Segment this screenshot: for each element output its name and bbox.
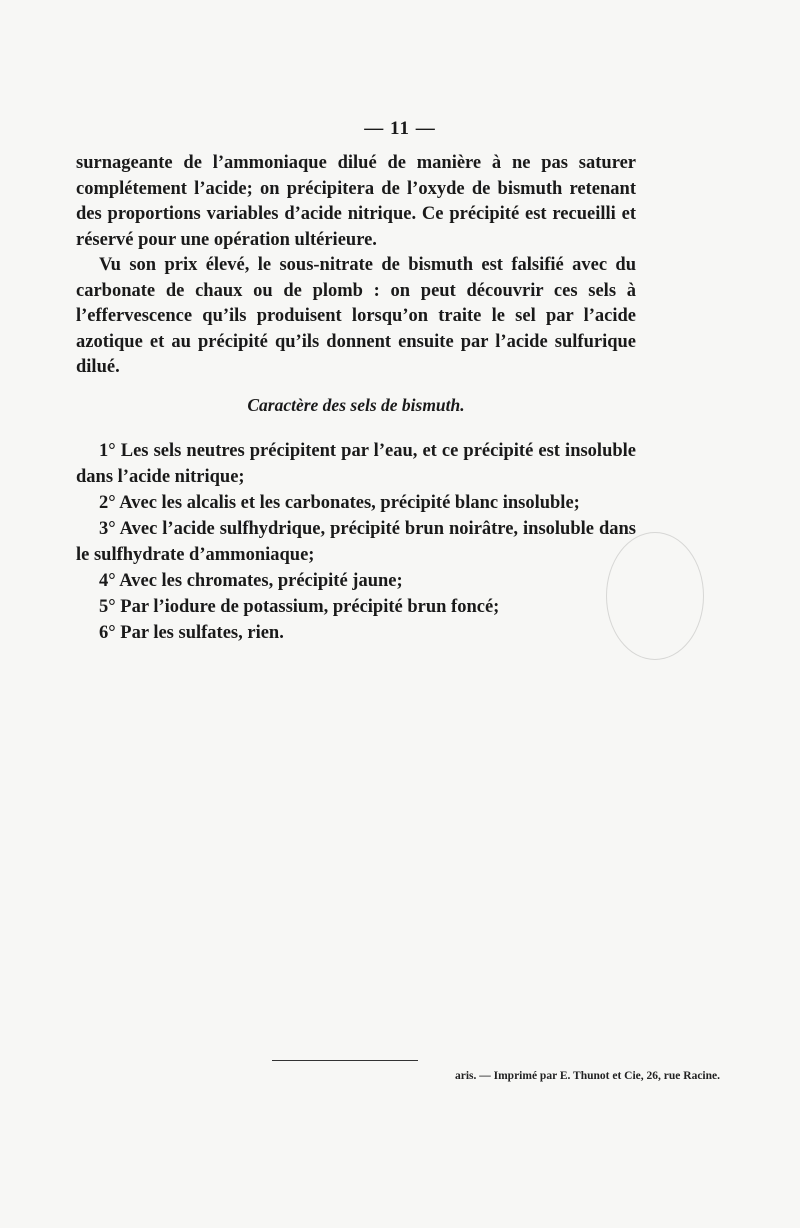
paragraph-1: surnageante de l’ammoniaque dilué de manière à ne pas saturer complétement l’acide; on précipitera de l’oxyde de bismuth retenant des proportions variables d’acide nitrique. Ce précipité est recueilli et réservé pour une opération ultérieure.: [76, 153, 636, 250]
paragraph-falsification: [76, 253, 636, 381]
list-item: 6° Par les sulfates, rien.: [99, 623, 284, 643]
list-item: 1° Les sels neutres précipitent par l’eau, et ce précipité est insoluble dans l’acide nitrique;: [76, 441, 636, 487]
section-title: Caractère des sels de bismuth.: [247, 395, 465, 415]
printer-imprint: aris. — Imprimé par E. Thunot et Cie, 26, rue Racine.: [454, 1070, 720, 1082]
footer-rule: [272, 1060, 418, 1061]
list-item: 4° Avec les chromates, précipité jaune;: [99, 571, 403, 591]
page-number: — 11 —: [364, 118, 436, 139]
characteristics-list: [76, 438, 636, 646]
faded-library-stamp: [606, 532, 704, 660]
list-item: 2° Avec les alcalis et les carbonates, précipité blanc insoluble;: [99, 493, 580, 513]
paragraph-2: Vu son prix élevé, le sous-nitrate de bismuth est falsifié avec du carbonate de chaux ou de plomb : on peut découvrir ces sels à l’effervescence qu’ils produisent lorsqu’on traite le sel par l’acide azotique et au précipité qu’ils donnent ensuite par l’acide sulfurique dilué.: [76, 255, 636, 378]
list-item: 3° Avec l’acide sulfhydrique, précipité brun noirâtre, insoluble dans le sulfhydrate d’ammoniaque;: [76, 519, 636, 565]
paragraph-continuation: [76, 151, 636, 253]
list-item: 5° Par l’iodure de potassium, précipité brun foncé;: [99, 597, 500, 617]
